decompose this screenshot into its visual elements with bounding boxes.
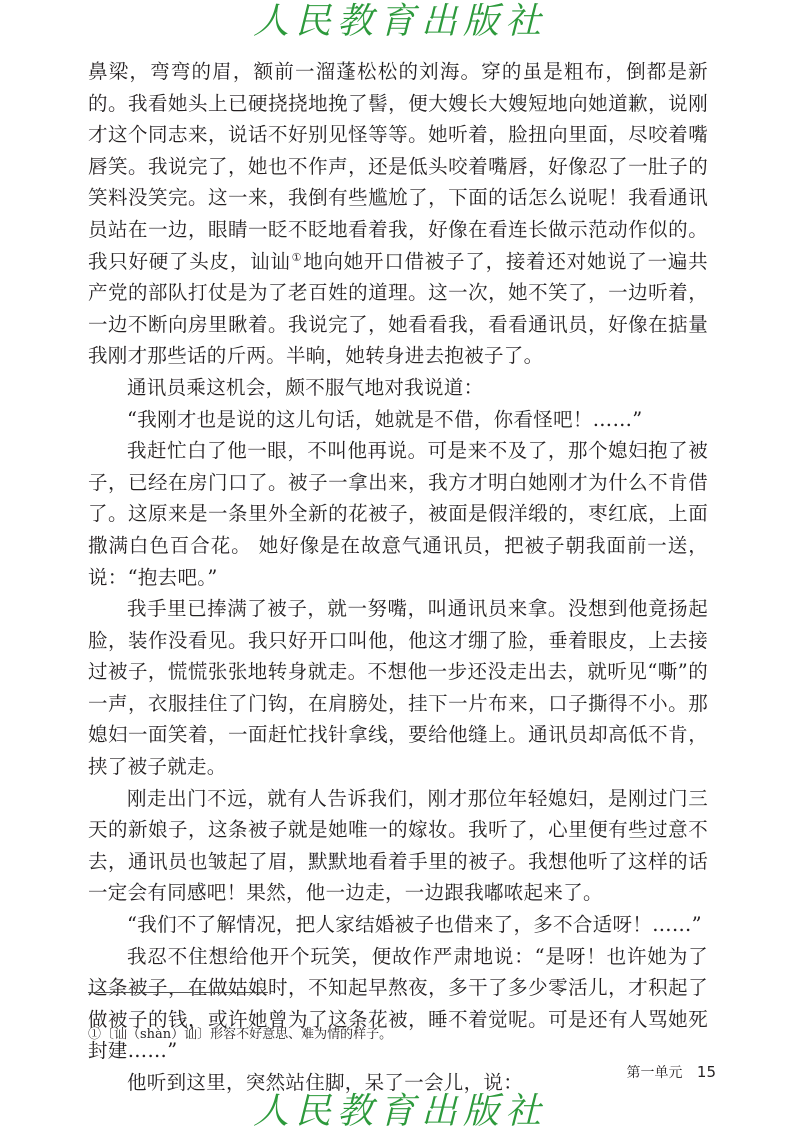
paragraph: 他听到这里，突然站住脚，呆了一会儿，说： [127,1071,524,1094]
paragraph: 我赶忙白了他一眼，不叫他再说。可是来不及了，那个媳妇抱了被子，已经在房门口了。被子一拿出来，我方才明白她刚才为什么不肯借了。这原来是一条里外全新的花被子，被面是假洋缎的，枣红底，上面撒满白色百合花。 她好像是在故意气通讯员，把被子朝我面前一送，说：“抱去吧。” [88,439,708,589]
main-text [88,56,708,1099]
paragraph-text: 鼻梁，弯弯的眉，额前一溜蓬松松的刘海。穿的虽是粗布，倒都是新的。我看她头上已硬挠挠地挽了髻，便大嫂长大嫂短地向她道歉，说刚才这个同志来，说话不好别见怪等等。她听着，脸扭向里面，尽咬着嘴唇笑。我说完了，她也不作声，还是低头咬着嘴唇，好像忍了一肚子的笑料没笑完。这一来，我倒有些尴尬了，下面的话怎么说呢！我看通讯员站在一边，眼睛一眨不眨地看着我，好像在看连长做示范动作似的。我只好硬了头皮，讪讪 [88,60,708,273]
footnote: ①〔讪（shàn）讪〕形容不好意思、难为情的样子。 [88,1027,393,1042]
footnote-marker[interactable]: ① [291,250,303,264]
running-footer [626,1062,716,1083]
paragraph: “我们不了解情况，把人家结婚被子也借来了，多不合适呀！……” [127,913,702,937]
paragraph: “我刚才也是说的这儿句话，她就是不借，你看怪吧！……” [127,407,643,431]
paragraph [88,56,708,372]
page-number: 15 [696,1063,716,1081]
paragraph: 通讯员乘这机会，颇不服气地对我说道： [127,375,484,399]
publisher-logo-top: 人民教育出版社 [252,1,547,42]
paragraph: 我手里已捧满了被子，就一努嘴，叫通讯员来拿。没想到他竟扬起脸，装作没看见。我只好开口叫他，他这才绷了脸，垂着眼皮，上去接过被子，慌慌张张地转身就走。不想他一步还没走出去，就听见“嘶”的一声，衣服挂住了门钩，在肩膀处，挂下一片布来，口子撕得不小。那媳妇一面笑着，一面赶忙找针拿线，要给他缝上。通讯员却高低不肯，挟了被子就走。 [88,597,708,779]
unit-label: 第一单元 [626,1065,683,1081]
paragraph: 我忍不住想给他开个玩笑，便故作严肃地说：“是呀！也许她为了这条被子，在做姑娘时，不知起早熬夜，多干了多少零活儿，才积起了做被子的钱，或许她曾为了这条花被，睡不着觉呢。可是还有人骂她死封建……” [88,944,708,1063]
footnote-divider [88,992,268,993]
paragraph: 刚走出门不远，就有人告诉我们，刚才那位年轻媳妇，是刚过门三天的新娘子，这条被子就是她唯一的嫁妆。我听了，心里便有些过意不去，通讯员也皱起了眉，默默地看着手里的被子。我想他听了这样的话一定会有同感吧！果然，他一边走，一边跟我嘟哝起来了。 [88,786,708,905]
publisher-logo-bottom: 人民教育出版社 [252,1091,547,1132]
paragraph-text-continued: 地向她开口借被子了，接着还对她说了一遍共产党的部队打仗是为了老百姓的道理。这一次，她不笑了，一边听着，一边不断向房里瞅着。我说完了，她看看我，看看通讯员，好像在掂量我刚才那些话的斤两。半晌，她转身进去抱被子了。 [88,249,708,368]
